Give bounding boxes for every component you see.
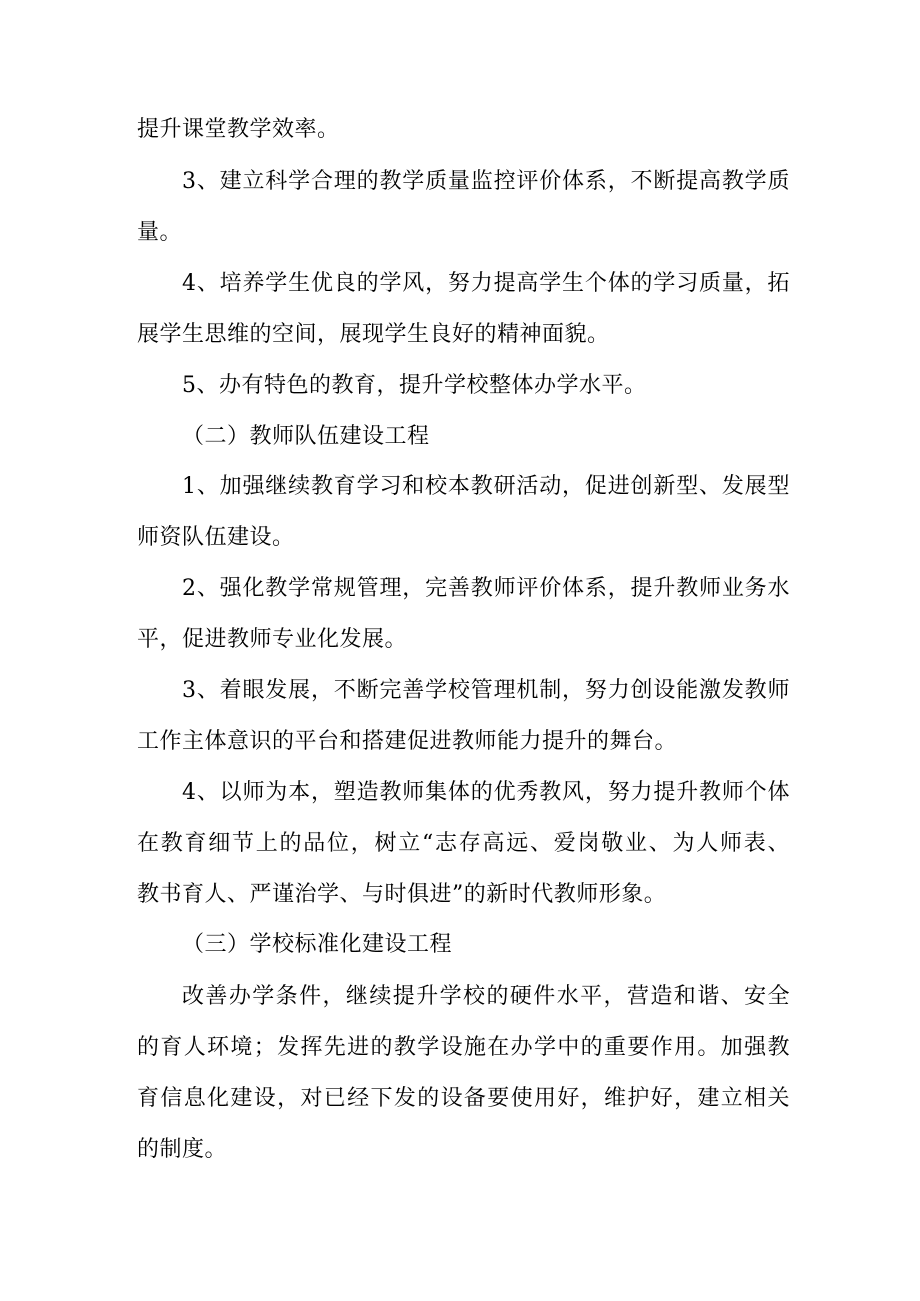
paragraph-line: 提升课堂教学效率。 [137,117,340,142]
teacher-item-4-line-2: 在教育细节上的品位，树立“志存高远、爱岗敬业、为人师表、 [137,831,790,856]
teacher-item-2-line-1: 2、强化教学常规管理，完善教师评价体系，提升教师业务水 [182,576,790,601]
school-paragraph-line-3: 育信息化建设，对已经下发的设备要使用好，维护好，建立相关 [137,1086,790,1111]
teacher-item-2-line-2: 平，促进教师专业化发展。 [137,627,408,652]
teacher-item-4-line-1: 4、以师为本，塑造教师集体的优秀教风，努力提升教师个体 [182,780,790,805]
school-paragraph-line-2: 的育人环境；发挥先进的教学设施在办学中的重要作用。加强教 [137,1035,790,1060]
teacher-item-1-line-2: 师资队伍建设。 [137,525,295,550]
school-paragraph-line-4: 的制度。 [137,1137,228,1162]
section-heading-3: （三）学校标准化建设工程 [182,932,453,957]
teacher-item-3-line-2: 工作主体意识的平台和搭建促进教师能力提升的舞台。 [137,729,678,754]
teacher-item-1-line-1: 1、加强继续教育学习和校本教研活动，促进创新型、发展型 [182,474,790,499]
teacher-item-4-line-3: 教书育人、严谨治学、与时俱进”的新时代教师形象。 [137,882,667,907]
school-paragraph-line-1: 改善办学条件，继续提升学校的硬件水平，营造和谐、安全 [182,984,790,1009]
list-item-5: 5、办有特色的教育，提升学校整体办学水平。 [182,373,647,398]
list-item-3-line-1: 3、建立科学合理的教学质量监控评价体系，不断提高教学质 [182,169,790,194]
list-item-4-line-2: 展学生思维的空间，展现学生良好的精神面貌。 [137,322,610,347]
list-item-4-line-1: 4、培养学生优良的学风，努力提高学生个体的学习质量，拓 [182,271,790,296]
section-heading-2: （二）教师队伍建设工程 [182,424,430,449]
teacher-item-3-line-1: 3、着眼发展，不断完善学校管理机制，努力创设能激发教师 [182,678,790,703]
list-item-3-line-2: 量。 [137,220,183,245]
